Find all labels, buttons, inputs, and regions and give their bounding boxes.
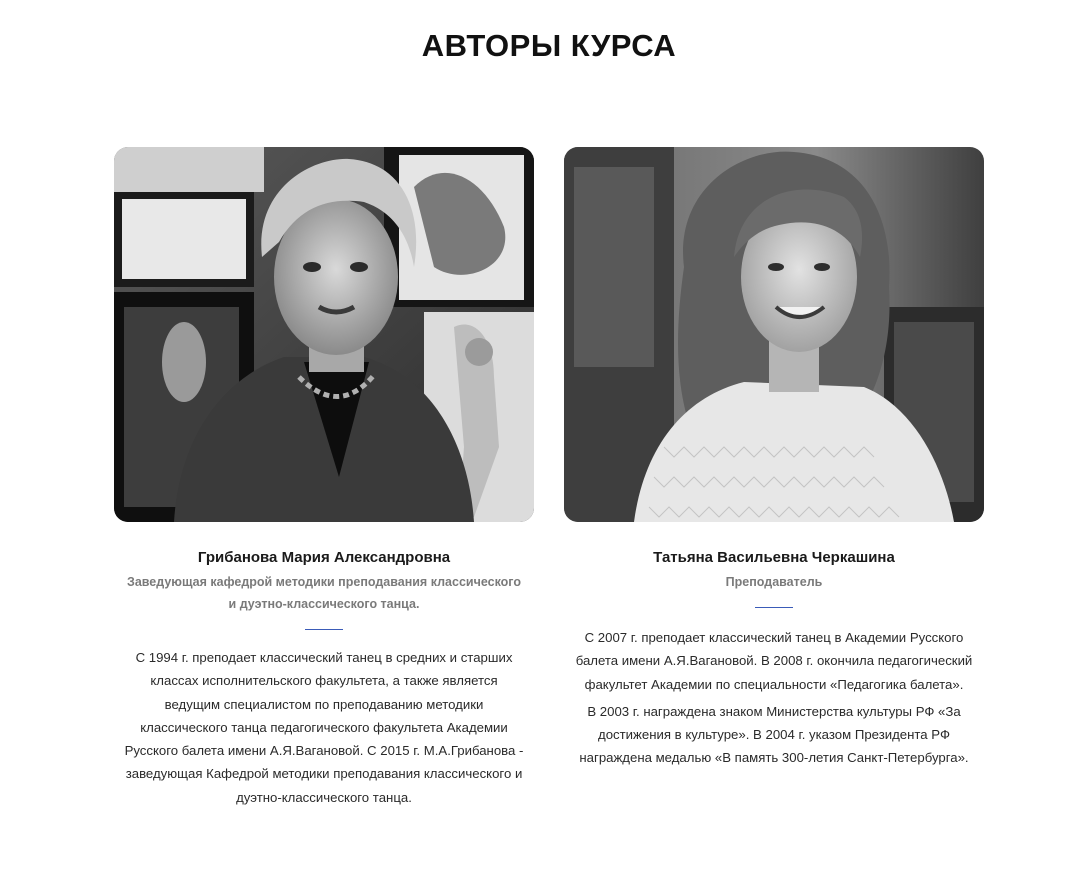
author-bio-paragraph: В 2003 г. награждена знаком Министерства культуры РФ «За достижения в культуре». В 2004 г. указом Президента РФ награждена медалью «В память 300-летия Санкт-Петербурга». <box>579 703 969 766</box>
author-name: Грибанова Мария Александровна <box>197 549 451 566</box>
divider <box>755 607 793 608</box>
section-title: АВТОРЫ КУРСА <box>421 28 677 63</box>
divider <box>305 629 343 630</box>
author-bio-paragraph: С 1994 г. преподает классический танец в средних и старших классах исполнительского факультета, а также является ведущим специалистом по преподаванию методики классического танца педагогического факультета Академии Русского балета имени А.Я.Вагановой. С 2015 г. М.А.Грибанова - заведующая Кафедрой методики преподавания классического и дуэтно-классического танца. <box>124 650 524 805</box>
author-role: Заведующая кафедрой методики преподавания классического и дуэтно-классического танца. <box>127 575 521 611</box>
author-bio <box>124 646 524 809</box>
author-bio-paragraph: С 2007 г. преподает классический танец в Академии Русского балета имени А.Я.Вагановой. В 2008 г. окончила педагогический факультет Академии по специальности «Педагогика балета». <box>575 630 973 692</box>
author-photo-gribanova <box>114 147 534 522</box>
author-photo-cherkashina <box>564 147 984 522</box>
author-card-gribanova <box>114 147 534 809</box>
author-name: Татьяна Васильевна Черкашина <box>653 549 895 566</box>
author-bio <box>574 626 974 770</box>
author-card-cherkashina <box>564 147 984 770</box>
author-role: Преподаватель <box>725 575 823 589</box>
